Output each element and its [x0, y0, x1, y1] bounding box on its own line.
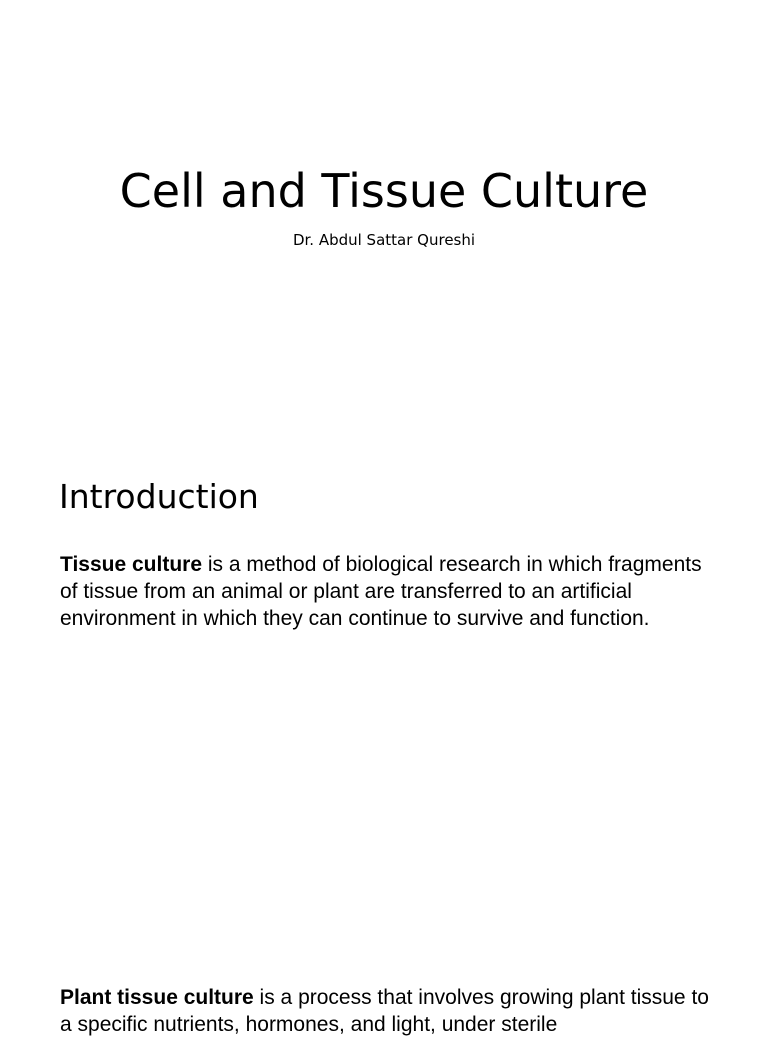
- paragraph-body-text: is a process that involves growing plant tissue to a specific nutrients, hormones, and light, under sterile: [60, 986, 709, 1036]
- paragraph-body-text: is a method of biological research in which fragments of tissue from an animal or plant are transferred to an artificial environment in which they can continue to survive and function.: [60, 553, 702, 630]
- slide-subtitle-author: Dr. Abdul Sattar Qureshi: [292, 231, 476, 249]
- paragraph-tissue-culture-definition: [60, 551, 710, 632]
- slide-title: Cell and Tissue Culture: [119, 164, 649, 218]
- section-heading-introduction: Introduction: [59, 477, 259, 516]
- paragraph-bold-term: Tissue culture: [60, 553, 202, 576]
- paragraph-plant-tissue-culture-definition: [60, 984, 710, 1038]
- paragraph-bold-term: Plant tissue culture: [60, 986, 254, 1009]
